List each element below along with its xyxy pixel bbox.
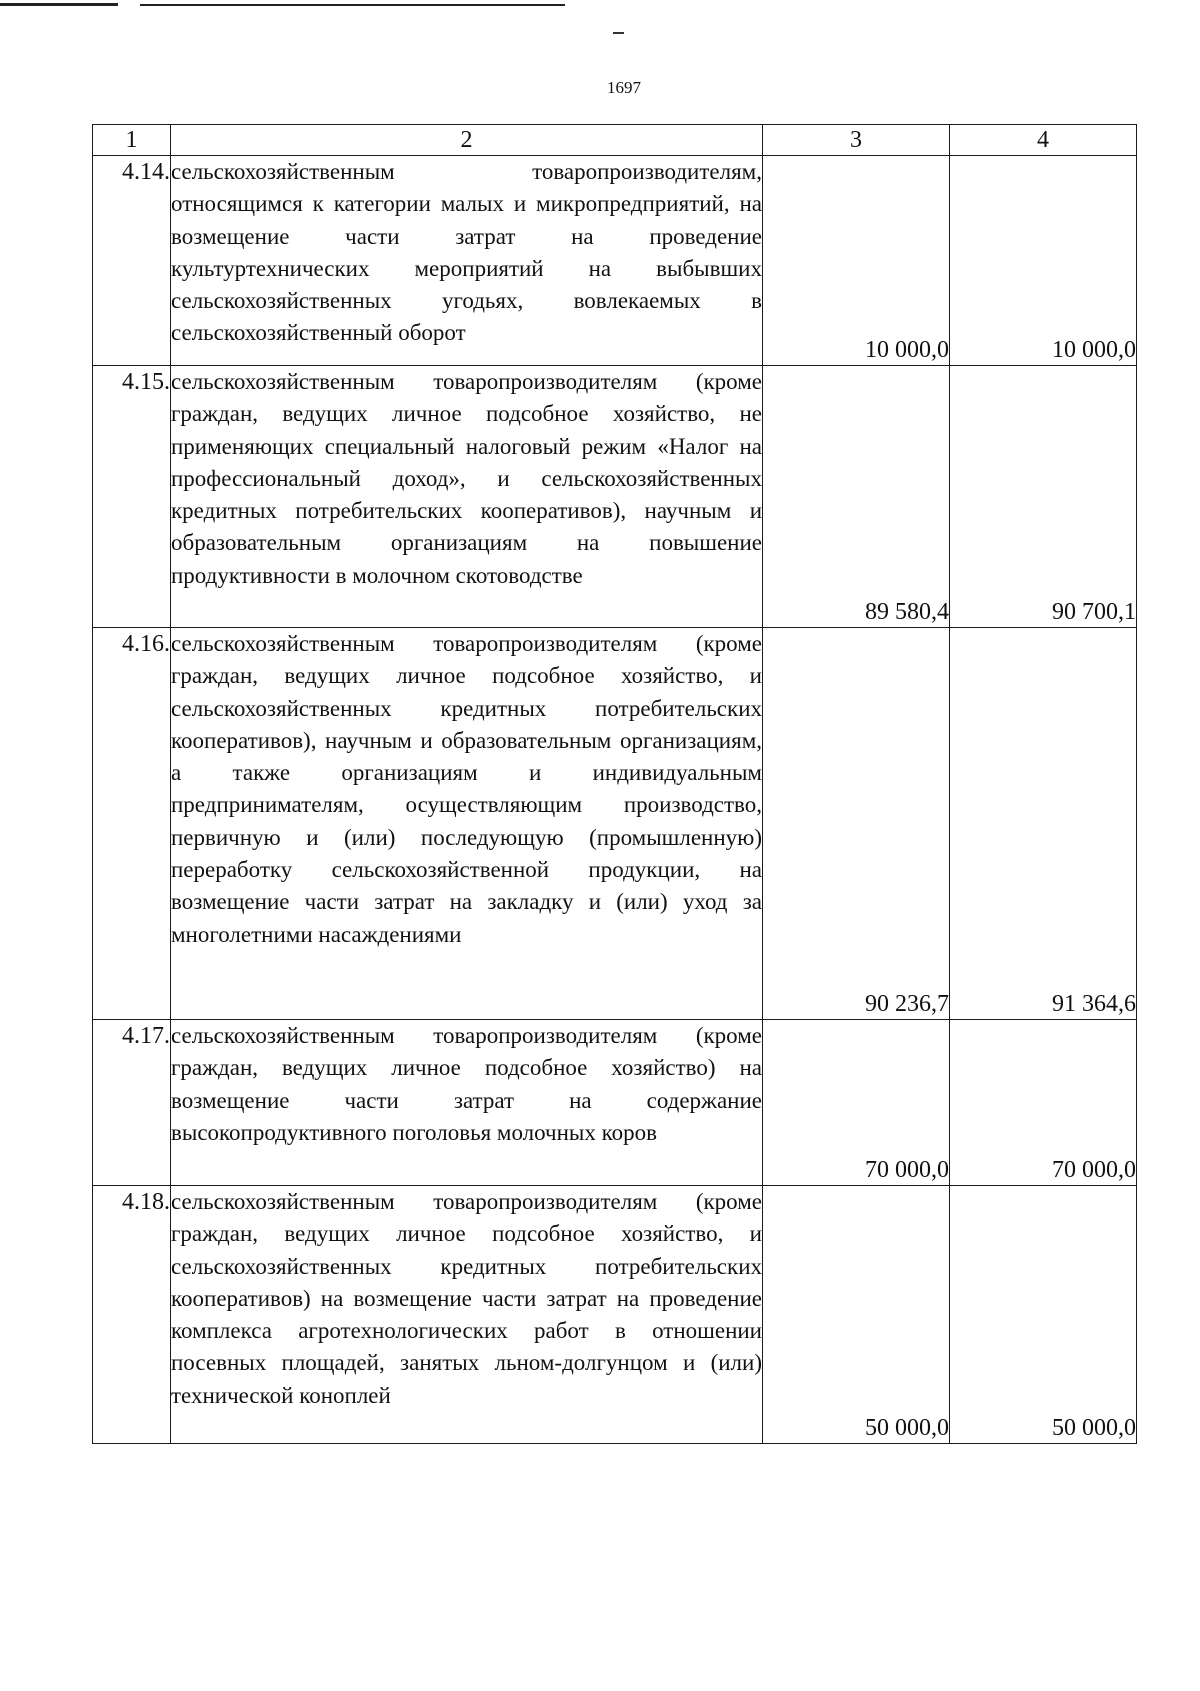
- table-row: [93, 1020, 1137, 1186]
- row-number: 4.14.: [93, 156, 171, 366]
- row-number: 4.16.: [93, 628, 171, 1020]
- row-number: 4.18.: [93, 1186, 171, 1444]
- table-row: [93, 156, 1137, 366]
- column-header-1: 1: [93, 125, 171, 156]
- column-header-3: 3: [763, 125, 950, 156]
- row-description: сельскохозяйственным товаропроизводителям (кроме граждан, ведущих личное подсобное хозяйство) на возмещение части затрат на содержание высокопродуктивного поголовья молочных коров: [171, 1020, 763, 1186]
- row-value-col3: 50 000,0: [763, 1186, 950, 1444]
- row-description: сельскохозяйственным товаропроизводителям (кроме граждан, ведущих личное подсобное хозяйство, и сельскохозяйственных кредитных потребительских кооперативов) на возмещение части затрат на проведение комплекса агротехнологических работ в отношении посевных площадей, занятых льном-долгунцом и (или) технической коноплей: [171, 1186, 763, 1444]
- row-description: сельскохозяйственным товаропроизводителям (кроме граждан, ведущих личное подсобное хозяйство, и сельскохозяйственных кредитных потребительских кооперативов), научным и образовательным организациям, а также организациям и индивидуальным предпринимателям, осуществляющим производство, первичную и (или) последующую (промышленную) переработку сельскохозяйственной продукции, на возмещение части затрат на закладку и (или) уход за многолетними насаждениями: [171, 628, 763, 1020]
- row-value-col4: 50 000,0: [950, 1186, 1137, 1444]
- scan-artifact-dash: [613, 32, 624, 34]
- table-row: [93, 366, 1137, 628]
- table-row: [93, 1186, 1137, 1444]
- scan-artifact-bar: [0, 3, 118, 6]
- column-header-4: 4: [950, 125, 1137, 156]
- budget-table: [92, 124, 1137, 1444]
- row-value-col4: 10 000,0: [950, 156, 1137, 366]
- row-description: сельскохозяйственным товаропроизводителям (кроме граждан, ведущих личное подсобное хозяйство, не применяющих специальный налоговый режим «Налог на профессиональный доход», и сельскохозяйственных кредитных потребительских кооперативов), научным и образовательным организациям на повышение продуктивности в молочном скотоводстве: [171, 366, 763, 628]
- page-number: 1697: [607, 78, 641, 97]
- row-value-col3: 90 236,7: [763, 628, 950, 1020]
- scan-artifact-bar: [140, 4, 565, 6]
- row-value-col4: 70 000,0: [950, 1020, 1137, 1186]
- row-number: 4.15.: [93, 366, 171, 628]
- table-header-row: [93, 125, 1137, 156]
- row-value-col3: 10 000,0: [763, 156, 950, 366]
- row-value-col4: 90 700,1: [950, 366, 1137, 628]
- table-row: [93, 628, 1137, 1020]
- row-description: сельскохозяйственным товаропроизводителям, относящимся к категории малых и микропредприятий, на возмещение части затрат на проведение культуртехнических мероприятий на выбывших сельскохозяйственных угодьях, вовлекаемых в сельскохозяйственный оборот: [171, 156, 763, 366]
- row-value-col3: 89 580,4: [763, 366, 950, 628]
- row-number: 4.17.: [93, 1020, 171, 1186]
- column-header-2: 2: [171, 125, 763, 156]
- row-value-col4: 91 364,6: [950, 628, 1137, 1020]
- row-value-col3: 70 000,0: [763, 1020, 950, 1186]
